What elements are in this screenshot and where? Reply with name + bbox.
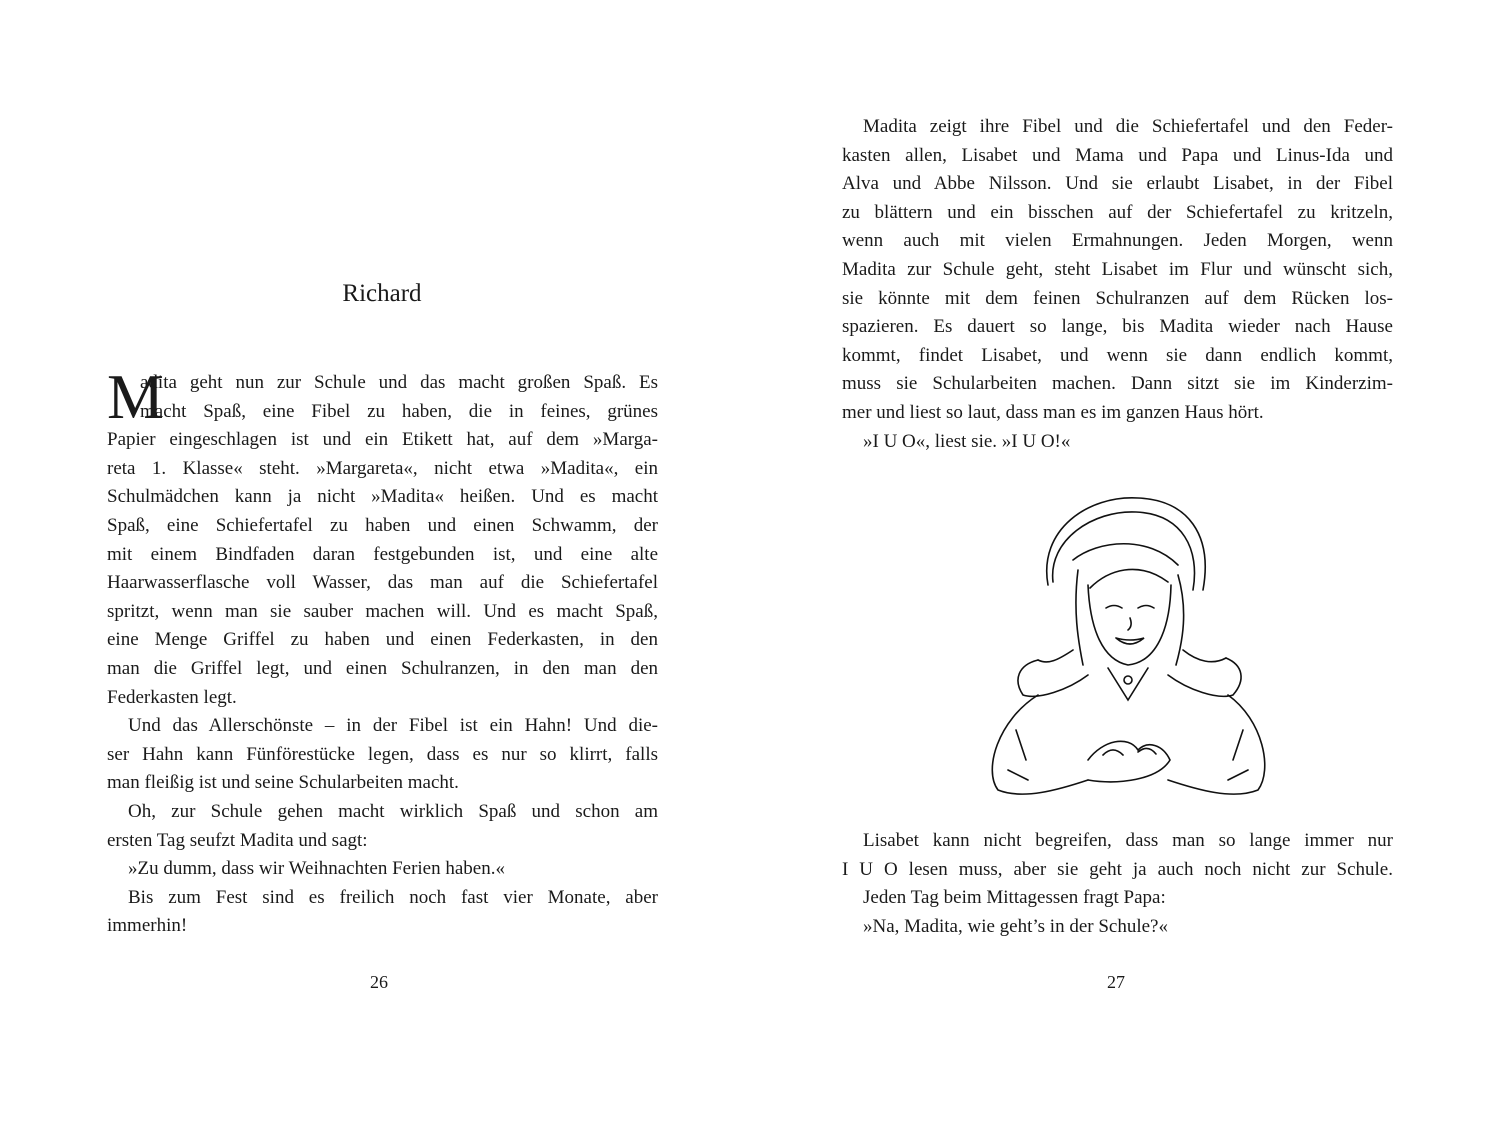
text-line: sie könnte mit dem feinen Schulranzen auf dem Rücken los- xyxy=(842,287,1393,309)
text-line: reta 1. Klasse« steht. »Margareta«, nicht etwa »Madita«, ein xyxy=(107,457,658,479)
text-line: I U O lesen muss, aber sie geht ja auch noch nicht zur Schule. xyxy=(842,858,1393,880)
text-line: wenn auch mit vielen Ermahnungen. Jeden Morgen, wenn xyxy=(842,230,1393,252)
text-line: Haarwasserflasche voll Wasser, das man auf die Schiefertafel xyxy=(107,572,658,594)
right-body-text-top xyxy=(842,113,1393,456)
text-line: man fleißig ist und seine Schularbeiten macht. xyxy=(107,772,459,794)
right-page xyxy=(750,0,1500,1140)
text-line: spazieren. Es dauert so lange, bis Madita wieder nach Hause xyxy=(842,316,1393,338)
text-line: Jeden Tag beim Mittagessen fragt Papa: xyxy=(863,887,1166,909)
text-line: Madita zeigt ihre Fibel und die Schiefertafel und den Feder- xyxy=(863,116,1393,137)
text-line: mer und liest so laut, dass man es im ganzen Haus hört. xyxy=(842,401,1264,423)
right-body-text-bottom xyxy=(842,827,1393,941)
text-line: eine Menge Griffel zu haben und einen Federkasten, in den xyxy=(107,629,658,651)
text-line: kasten allen, Lisabet und Mama und Papa und Linus-Ida und xyxy=(842,144,1393,166)
text-line: kommt, findet Lisabet, und wenn sie dann endlich kommt, xyxy=(842,344,1393,366)
page-number: 26 xyxy=(370,972,388,992)
drop-cap: M xyxy=(107,361,164,432)
text-line: muss sie Schularbeiten machen. Dann sitzt sie im Kinderzim- xyxy=(842,373,1393,395)
text-line: Alva und Abbe Nilsson. Und sie erlaubt Lisabet, in der Fibel xyxy=(842,173,1393,195)
text-line: Und das Allerschönste – in der Fibel ist ein Hahn! Und die- xyxy=(128,715,658,737)
left-body-text xyxy=(107,361,658,941)
text-line: Oh, zur Schule gehen macht wirklich Spaß und schon am xyxy=(128,800,658,822)
text-line: Spaß, eine Schiefertafel zu haben und einen Schwamm, der xyxy=(107,514,658,536)
text-line: Federkasten legt. xyxy=(107,686,237,708)
text-line: Bis zum Fest sind es freilich noch fast vier Monate, aber xyxy=(128,886,658,908)
text-line: Papier eingeschlagen ist und ein Etikett hat, auf dem »Marga- xyxy=(107,429,658,451)
page-number: 27 xyxy=(1107,972,1125,992)
text-line: Lisabet kann nicht begreifen, dass man so lange immer nur xyxy=(863,830,1393,851)
text-line: zu blättern und ein bisschen auf der Schiefertafel zu kritzeln, xyxy=(842,201,1393,223)
text-line: ser Hahn kann Fünförestücke legen, dass es nur so klirrt, falls xyxy=(107,743,658,765)
text-line: »Na, Madita, wie geht’s in der Schule?« xyxy=(863,915,1168,937)
girl-illustration xyxy=(978,490,1278,810)
text-line: mit einem Bindfaden daran festgebunden ist, und eine alte xyxy=(107,543,658,565)
text-line: spritzt, wenn man sie sauber machen will. Und es macht Spaß, xyxy=(107,600,658,622)
text-line: Madita zur Schule geht, steht Lisabet im Flur und wünscht sich, xyxy=(842,258,1393,280)
text-line: adita geht nun zur Schule und das macht großen Spaß. Es xyxy=(140,372,658,393)
text-line: »Zu dumm, dass wir Weihnachten Ferien haben.« xyxy=(128,858,505,880)
chapter-title: Richard xyxy=(342,280,422,307)
text-line: Schulmädchen kann ja nicht »Madita« heißen. Und es macht xyxy=(107,486,658,508)
text-line: man die Griffel legt, und einen Schulranzen, in den man den xyxy=(107,657,658,679)
text-line: »I U O«, liest sie. »I U O!« xyxy=(863,430,1071,452)
text-line: ersten Tag seufzt Madita und sagt: xyxy=(107,829,368,851)
text-line: immerhin! xyxy=(107,915,188,937)
text-line: macht Spaß, eine Fibel zu haben, die in feines, grünes xyxy=(140,400,658,422)
